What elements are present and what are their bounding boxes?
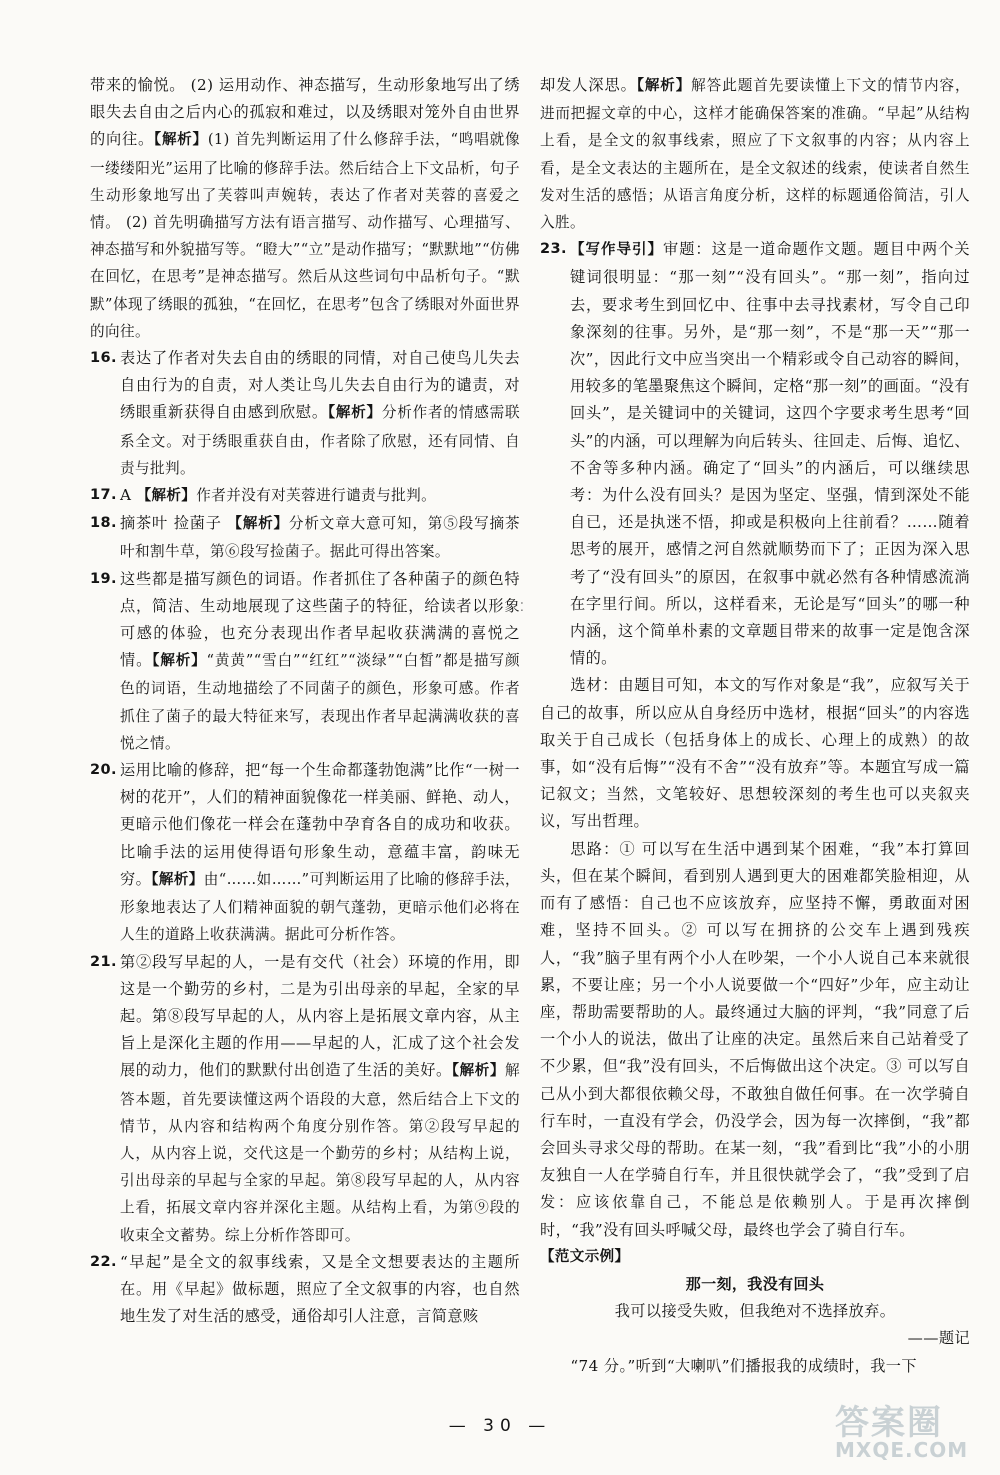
answer-text: 摘茶叶 捡菌子 [120,514,222,533]
answer-item-17 [90,482,520,510]
analysis-text: 作者并没有对芙蓉进行谴责与批判。 [196,487,437,505]
page-number: — 30 — [448,1416,552,1436]
left-column [90,72,520,1330]
watermark-text: 答案圈 [835,1403,943,1443]
column-divider-mark: ⁚ [520,600,524,614]
question-number: 17. [90,487,117,504]
analysis-text: 由“……如……”可判断运用了比喻的修辞手法，形象地表达了人们精神面貌的朝气蓬勃，更暗示他们必将在人生的道路上收获满满。据此可分析作答。 [120,870,520,944]
analysis-text: 解答此题首先要读懂上下文的情节内容，进而把握文章的中心，这样才能确保答案的准确。“早起”从结构上看，是全文的叙事线索，照应了下文叙事的内容；从内容上看，是全文表达的主题所在，是全文叙述的线索，使读者自然生发对生活的感悟；从语言角度分析，这样的标题通俗简洁，引人入胜。 [540,77,970,232]
answer-item-21 [90,949,520,1249]
writing-guide-tag: 【写作导引】 [570,242,664,259]
answer-22-continued [540,72,970,236]
review-topic-text: 审题：这是一道命题作文题。题目中两个关键词很明显：“那一刻”“没有回头”。“那一刻”，指向过去，要求考生到回忆中、往事中去寻找素材，写令自己印象深刻的往事。另外，是“那一刻”，不是“那一天”“那一次”，因此行文中应当突出一个精彩或令自己动容的瞬间，用较多的笔墨聚焦这个瞬间，定格“那一刻”的画面。“没有回头”，是关键词中的关键词，这四个字要求考生思考“回头”的内涵，可以理解为向后转头、往回走、后悔、追忆、不舍等多种内涵。确定了“回头”的内涵后，可以继续思考：为什么没有回头？是因为坚定、坚强，情到深处不能自已，还是执迷不悟，抑或是积极向上往前看？……随着思考的展开，感情之河自然就顺势而下了；正因为深入思考了“没有回头”的原因，在叙事中就必然有各种情感流淌在字里行间。所以，这样看来，无论是写“回头”的哪一种内涵，这个简单朴素的文章题目带来的故事一定是饱含深情的。 [570,240,970,668]
essay-epigraph: 我可以接受失败，但我绝对不选择放弃。 [614,1302,896,1321]
analysis-tag: 【解析】 [136,488,197,505]
analysis-tag: 【解析】 [152,653,207,670]
watermark-logo [835,1395,995,1473]
analysis-text: 分析作者的情感需联系全文。对于绣眼重获自由，作者除了欣慰，还有同情、自责与批判。 [120,404,521,477]
answer-15-text: 带来的愉悦。 (2) 运用动作、神态描写，生动形象地写出了绣眼失去自由之后内心的孤寂和难过，以及绣眼对笼外自由世界的向往。 [90,76,520,149]
answer-text: A [120,486,132,505]
answer-text: 表达了作者对失去自由的绣眼的同情，对自己使鸟儿失去自由行为的自责，对人类让鸟儿失去自由行为的谴责，对绣眼重新获得自由感到欣慰。 [120,349,520,422]
writing-approach-paragraph: 思路：① 可以写在生活中遇到某个困难，“我”本打算回头，但在某个瞬间，看到别人遇到更大的困难都笑脸相迎，从而有了感悟：自己也不应该放弃，应坚持不懈，勇敢面对困难，坚持不回头。② 可以写在拥挤的公交车上遇到残疾人，“我”脑子里有两个小人在吵架，一个小人说自己本来就很累，不要让座；另一个小人说要做一个“四好”少年，应主动让座，帮助需要帮助的人。最终通过大脑的评判，“我”同意了后一个小人的说法，做出了让座的决定。虽然后来自己站着受了不少累，但“我”没有回头，不后悔做出这个决定。③ 可以写自己从小到大都很依赖父母，不敢独自做任何事。在一次学骑自行车时，一直没有学会，仍没学会，因为每一次摔倒，“我”都会回头寻求父母的帮助。在某一刻，“我”看到比“我”小的小朋友独自一人在学骑自行车，并且很快就学会了，“我”受到了启发：应该依靠自己，不能总是依赖别人。于是再次摔倒时，“我”没有回头呼喊父母，最终也学会了骑自行车。 [540,839,970,1239]
analysis-text: “黄黄”“雪白”“红红”“淡绿”“白皙”都是描写颜色的词语，生动地描绘了不同菌子的颜色，形象可感。作者抓住了菌子的最大特征来写，表现出作者早起满满收获的喜悦之情。 [120,652,520,752]
question-number: 18. [90,515,117,532]
answer-text: 运用比喻的修辞，把“每一个生命都蓬勃饱满”比作“一树一树的花开”，人们的精神面貌像花一样美丽、鲜艳、动人，更暗示他们像花一样会在蓬勃中孕育各自的成功和收获。比喻手法的运用使得语句形象生动，意蕴丰富，韵味无穷。 [120,761,520,888]
answer-15-continued [90,72,520,345]
analysis-text: 解答本题，首先要读懂这两个语段的大意，然后结合上下文的情节，从内容和结构两个角度分别作答。第②段写早起的人，从内容上说，交代这是一个勤劳的乡村；从结构上说，引出母亲的早起与全家的早起。第⑧段写早起的人，从内容上看，拓展文章内容并深化主题。从结构上看，为第⑨段的收束全文蓄势。综上分析作答即可。 [120,1062,520,1244]
question-number: 20. [90,762,117,779]
analysis-text: 分析文章大意可知，第⑤段写摘茶叶和割牛草，第⑥段写捡菌子。据此可得出答案。 [120,515,520,561]
question-number: 23. [540,241,567,258]
question-number: 22. [90,1253,117,1270]
answer-item-19 [90,566,520,757]
question-number: 21. [90,953,117,970]
sample-essay-tag: 【范文示例】 [540,1248,630,1265]
analysis-tag: 【解析】 [151,871,204,888]
essay-first-line: “74 分。”听到“大喇叭”们播报我的成绩时，我一下 [570,1356,917,1375]
watermark-domain: MXQE.COM [835,1438,969,1462]
question-number: 16. [90,350,117,367]
analysis-15-text: (1) 首先判断运用了什么修辞手法，“鸣唱就像一缕缕阳光”运用了比喻的修辞手法。然后结合上下文品析，句子生动形象地写出了芙蓉叫声婉转，表达了作者对芙蓉的喜爱之情。 (2) 首先明确描写方法有语言描写、动作描写、心理描写、神态描写和外貌描写等。“瞪大”“立”是动作描写；“默默地”“仿佛在回忆，在思考”是神态描写。然后从这些词句中品析句子。“默默”体现了绣眼的孤独，“在回忆，在思考”包含了绣眼对外面世界的向往。 [90,131,520,340]
answer-item-18 [90,510,520,565]
answer-item-16 [90,345,520,482]
question-number: 19. [90,570,117,587]
answer-text: 却发人深思。 [540,76,637,94]
answer-item-22 [90,1249,520,1331]
analysis-tag: 【解析】 [153,132,208,149]
answer-text: 这些都是描写颜色的词语。作者抓住了各种菌子的颜色特点，简洁、生动地展现了这些菌子的特征，给读者以形象可感的体验，也充分表现出作者早起收获满满的喜悦之情。 [120,569,520,670]
right-column [540,72,970,1380]
material-selection-paragraph: 选材：由题目可知，本文的写作对象是“我”，应叙写关于自己的故事，所以应从自身经历中选材，根据“回头”的内容选取关于自己成长（包括身体上的成长、心理上的成熟）的故事，如“没有后悔”“没有不舍”“没有放弃”等。本题宜写成一篇记叙文；当然，文笔较好、思想较深刻的考生也可以夹叙夹议，写出哲理。 [540,676,970,831]
analysis-tag: 【解析】 [451,1063,505,1080]
analysis-tag: 【解析】 [327,405,382,422]
answer-item-23 [540,236,970,672]
answer-text: “早起”是全文的叙事线索，又是全文想要表达的主题所在。用《早起》做标题，照应了全文叙事的内容，也自然地生发了对生活的感受，通俗却引人注意，言简意赅 [120,1252,520,1326]
epigraph-signature: ——题记 [907,1329,970,1348]
analysis-tag: 【解析】 [227,516,289,533]
answer-item-20 [90,757,520,948]
essay-title: 那一刻，我没有回头 [685,1274,825,1293]
answer-text: 第②段写早起的人，一是有交代（社会）环境的作用，即这是一个勤劳的乡村，二是为引出母亲的早起，全家的早起。第⑧段写早起的人，从内容上是拓展文章内容，从主旨上是深化主题的作用——早起的人，汇成了这个社会发展的动力，他们的默默付出创造了生活的美好。 [120,952,520,1080]
analysis-tag: 【解析】 [636,78,692,94]
